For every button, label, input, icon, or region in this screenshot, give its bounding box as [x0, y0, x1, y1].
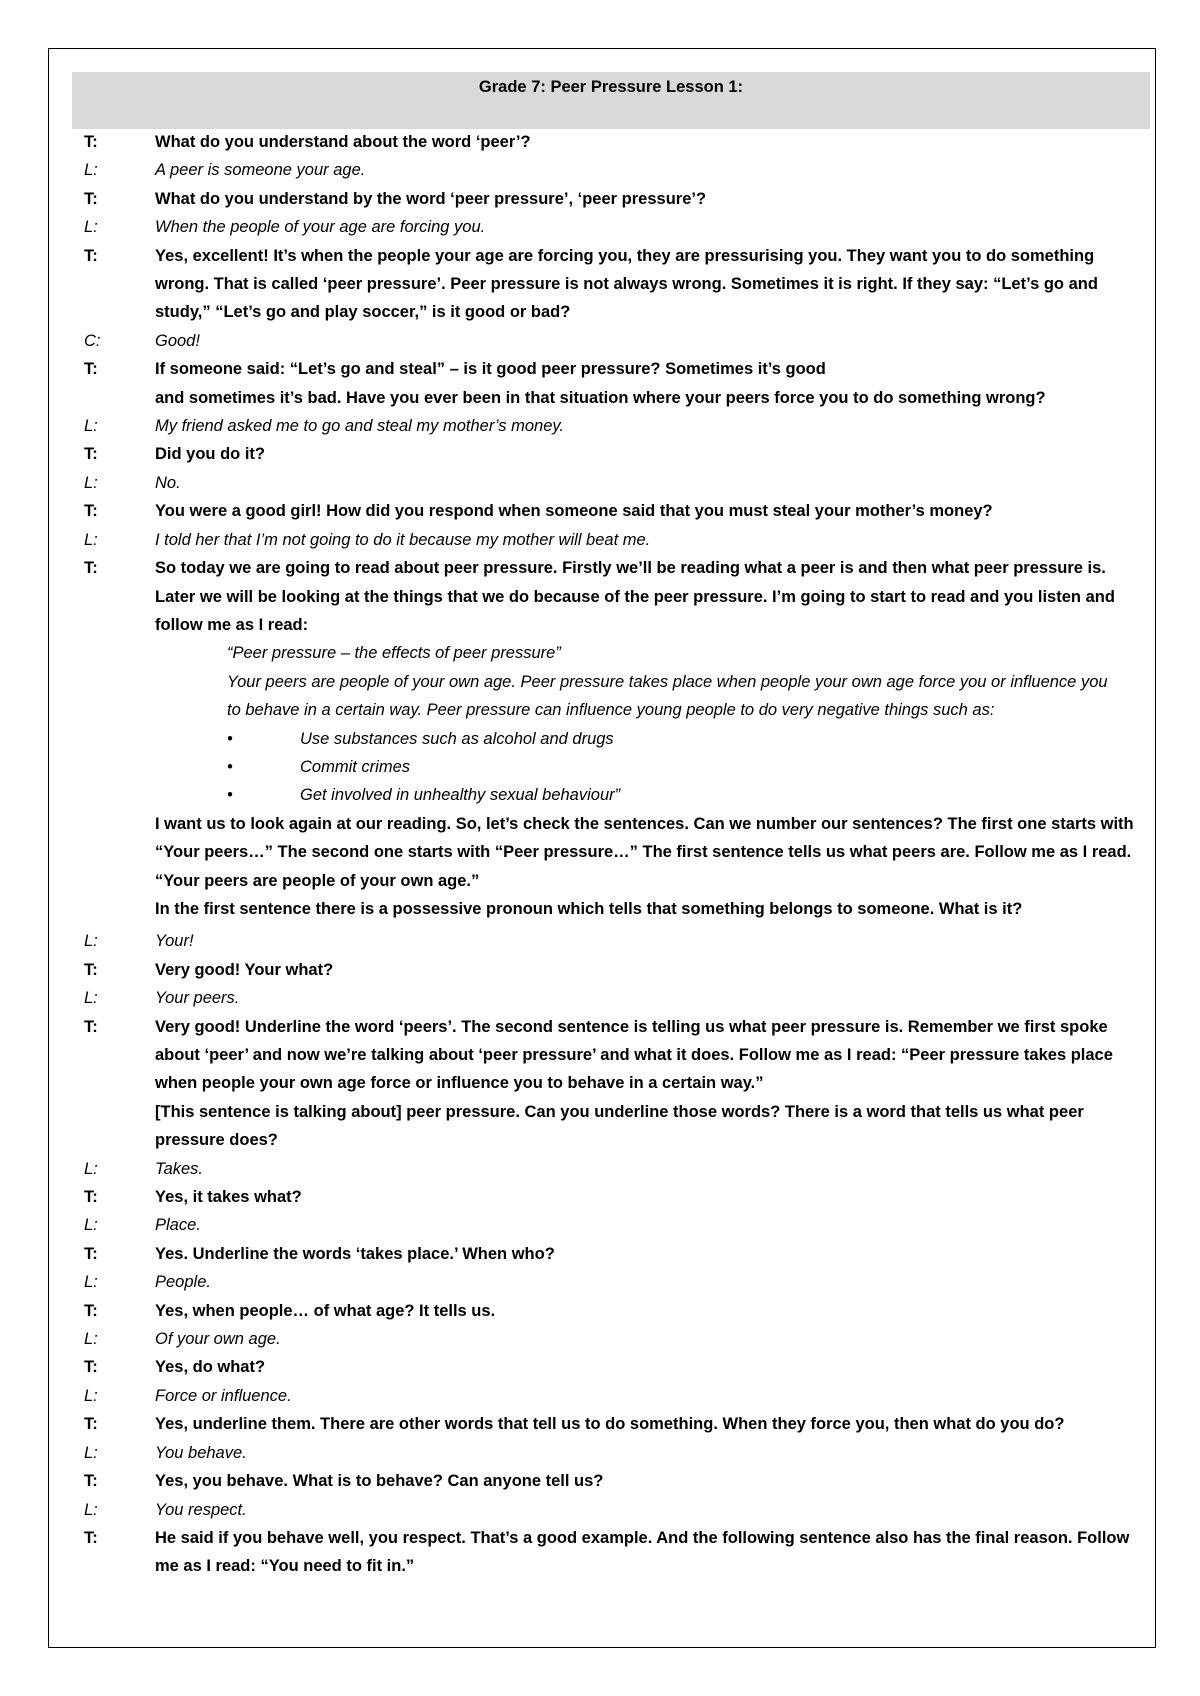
utterance-text	[155, 927, 1150, 955]
dialogue-line	[84, 1155, 1150, 1183]
utterance-text	[155, 412, 1150, 440]
utterance-line: Yes, it takes what?	[155, 1188, 302, 1207]
teacher-continuation: I want us to look again at our reading. So, let’s check the sentences. Can we number our sentences? The first one starts with “Your peers…” The second one starts with “Peer pressure…” The first sentence tells us what peers are. Follow me as I read. “Your peers are people of your own age.”	[155, 814, 1134, 890]
speaker-label: T:	[84, 189, 98, 208]
dialogue-line	[84, 497, 1150, 525]
utterance-text	[155, 185, 1150, 213]
speaker-label: T:	[84, 1358, 98, 1377]
reading-bullet	[84, 753, 1150, 781]
dialogue-line	[84, 1439, 1150, 1467]
speaker-label: T:	[84, 1188, 98, 1207]
dialogue-line	[84, 927, 1150, 955]
speaker-label: L:	[84, 417, 98, 436]
utterance-text	[155, 327, 1150, 355]
dialogue-line	[84, 156, 1150, 184]
speaker-label: T:	[84, 246, 98, 265]
utterance-text	[155, 1268, 1150, 1296]
utterance-text	[155, 956, 1150, 984]
dialogue-block-1	[84, 128, 1150, 639]
utterance-text	[155, 1211, 1150, 1239]
utterance-text	[155, 1013, 1150, 1155]
speaker-label: L:	[84, 530, 98, 549]
utterance-text	[155, 1183, 1150, 1211]
utterance-line: Of your own age.	[155, 1330, 281, 1349]
utterance-text	[155, 156, 1150, 184]
speaker-label: L:	[84, 473, 98, 492]
dialogue-line	[84, 1353, 1150, 1381]
dialogue-line	[84, 213, 1150, 241]
dialogue-block-2	[84, 927, 1150, 1580]
dialogue-line	[84, 956, 1150, 984]
utterance-line: You were a good girl! How did you respond when someone said that you must steal your mother’s money?	[155, 502, 993, 521]
speaker-label: L:	[84, 1330, 98, 1349]
speaker-label: L:	[84, 1273, 98, 1292]
utterance-text	[155, 497, 1150, 525]
dialogue-line	[84, 1524, 1150, 1581]
speaker-label: L:	[84, 1500, 98, 1519]
utterance-text	[155, 1439, 1150, 1467]
dialogue-line	[84, 128, 1150, 156]
utterance-line: Yes. Underline the words ‘takes place.’ When who?	[155, 1244, 555, 1263]
utterance-line: Yes, you behave. What is to behave? Can anyone tell us?	[155, 1472, 604, 1491]
utterance-line: Takes.	[155, 1159, 204, 1178]
dialogue-line	[84, 327, 1150, 355]
utterance-line: Very good! Your what?	[155, 960, 334, 979]
utterance-line: Yes, when people… of what age? It tells us.	[155, 1301, 496, 1320]
utterance-line: You respect.	[155, 1500, 247, 1519]
utterance-text	[155, 213, 1150, 241]
utterance-line: Place.	[155, 1216, 201, 1235]
utterance-line: When the people of your age are forcing you.	[155, 218, 486, 237]
reading-heading: “Peer pressure – the effects of peer pressure”	[227, 644, 561, 663]
utterance-line: Your!	[155, 932, 194, 951]
utterance-text	[155, 1382, 1150, 1410]
utterance-text	[155, 1240, 1150, 1268]
utterance-text	[155, 1524, 1150, 1581]
utterance-text	[155, 1325, 1150, 1353]
utterance-text	[155, 1155, 1150, 1183]
speaker-label: L:	[84, 1159, 98, 1178]
dialogue-line	[84, 1183, 1150, 1211]
speaker-label: T:	[84, 1472, 98, 1491]
utterance-text	[155, 1353, 1150, 1381]
bullet-text: Get involved in unhealthy sexual behaviour”	[300, 786, 621, 805]
dialogue-line	[84, 1240, 1150, 1268]
dialogue-line	[84, 1268, 1150, 1296]
dialogue-line	[84, 1013, 1150, 1155]
utterance-text	[155, 242, 1150, 327]
utterance-text	[155, 984, 1150, 1012]
dialogue-line	[84, 1382, 1150, 1410]
dialogue-line	[84, 1211, 1150, 1239]
bullet-icon: •	[227, 757, 233, 776]
speaker-label: T:	[84, 559, 98, 578]
utterance-line: and sometimes it’s bad. Have you ever been in that situation where your peers force you to do something wrong?	[155, 388, 1046, 407]
utterance-line: I told her that I’m not going to do it because my mother will beat me.	[155, 530, 651, 549]
utterance-line: Your peers.	[155, 989, 240, 1008]
speaker-label: T:	[84, 1244, 98, 1263]
utterance-text	[155, 440, 1150, 468]
speaker-label: L:	[84, 218, 98, 237]
utterance-text	[155, 469, 1150, 497]
speaker-label: L:	[84, 1386, 98, 1405]
dialogue-line	[84, 1410, 1150, 1438]
utterance-line: Did you do it?	[155, 445, 265, 464]
utterance-line: A peer is someone your age.	[155, 161, 366, 180]
utterance-text	[155, 526, 1150, 554]
speaker-label: C:	[84, 331, 101, 350]
dialogue-line	[84, 984, 1150, 1012]
utterance-line: My friend asked me to go and steal my mother’s money.	[155, 417, 565, 436]
speaker-label: L:	[84, 1216, 98, 1235]
utterance-line: Force or influence.	[155, 1386, 292, 1405]
utterance-text	[155, 128, 1150, 156]
reading-bullet	[84, 781, 1150, 809]
utterance-line: He said if you behave well, you respect. That’s a good example. And the following sentence also has the final reason. Follow me as I read: “You need to fit in.”	[155, 1528, 1130, 1576]
reading-bullet	[84, 725, 1150, 753]
utterance-line: People.	[155, 1273, 211, 1292]
utterance-line: Very good! Underline the word ‘peers’. The second sentence is telling us what peer pressure is. Remember we first spoke about ‘peer’ and now we’re talking about ‘peer pressure’ and what it does. Follow me as I read: “Peer pressure takes place when people your own age force or influence you to behave in a certain way.”	[155, 1017, 1113, 1093]
dialogue-line	[84, 1325, 1150, 1353]
speaker-label: T:	[84, 1017, 98, 1036]
utterance-text	[155, 1467, 1150, 1495]
utterance-line: You behave.	[155, 1443, 247, 1462]
speaker-label: T:	[84, 445, 98, 464]
dialogue-line	[84, 526, 1150, 554]
utterance-text	[155, 1410, 1150, 1438]
utterance-line: What do you understand about the word ‘peer’?	[155, 133, 531, 151]
speaker-label: T:	[84, 502, 98, 521]
reading-paragraph: Your peers are people of your own age. Peer pressure takes place when people your own age force you or influence you to behave in a certain way. Peer pressure can influence young people to do very negative things such as:	[227, 672, 1108, 720]
dialogue-line	[84, 355, 1150, 412]
dialogue-line	[84, 242, 1150, 327]
speaker-label: L:	[84, 989, 98, 1008]
utterance-line: What do you understand by the word ‘peer pressure’, ‘peer pressure’?	[155, 189, 707, 208]
dialogue-line	[84, 1467, 1150, 1495]
speaker-label: T:	[84, 360, 98, 379]
dialogue-line	[84, 469, 1150, 497]
transcript	[84, 128, 1150, 1581]
dialogue-line	[84, 412, 1150, 440]
dialogue-line	[84, 554, 1150, 639]
utterance-line: Yes, excellent! It’s when the people your age are forcing you, they are pressurising you. They want you to do something wrong. That is called ‘peer pressure’. Peer pressure is not always wrong. Sometimes it is right. If they say: “Let’s go and study,” “Let’s go and play soccer,” is it good or bad?	[155, 246, 1098, 322]
utterance-line: Yes, do what?	[155, 1358, 266, 1377]
utterance-line: So today we are going to read about peer pressure. Firstly we’ll be reading what a peer is and then what peer pressure is. Later we will be looking at the things that we do because of the peer pressure. I’m going to start to read and you listen and follow me as I read:	[155, 559, 1115, 634]
speaker-label: T:	[84, 1528, 98, 1547]
utterance-line: Good!	[155, 331, 200, 350]
speaker-label: L:	[84, 161, 98, 180]
bullet-text: Use substances such as alcohol and drugs	[300, 729, 614, 748]
teacher-continuation: In the first sentence there is a possessive pronoun which tells that something belongs to someone. What is it?	[155, 899, 1023, 918]
dialogue-line	[84, 185, 1150, 213]
bullet-icon: •	[227, 786, 233, 805]
speaker-label: T:	[84, 133, 98, 151]
dialogue-line	[84, 440, 1150, 468]
speaker-label: T:	[84, 1301, 98, 1320]
speaker-label: T:	[84, 960, 98, 979]
lesson-title: Grade 7: Peer Pressure Lesson 1:	[72, 72, 1150, 129]
speaker-label: L:	[84, 1443, 98, 1462]
utterance-line: [This sentence is talking about] peer pressure. Can you underline those words? There is a word that tells us what peer pressure does?	[155, 1102, 1084, 1150]
utterance-text	[155, 554, 1150, 639]
utterance-text	[155, 355, 1150, 412]
utterance-text	[155, 1297, 1150, 1325]
utterance-line: No.	[155, 473, 181, 492]
bullet-text: Commit crimes	[300, 757, 410, 776]
dialogue-line	[84, 1496, 1150, 1524]
speaker-label: T:	[84, 1415, 98, 1434]
dialogue-line	[84, 1297, 1150, 1325]
utterance-line: If someone said: “Let’s go and steal” – is it good peer pressure? Sometimes it’s good	[155, 360, 826, 379]
utterance-line: Yes, underline them. There are other words that tell us to do something. When they force you, then what do you do?	[155, 1415, 1065, 1434]
utterance-text	[155, 1496, 1150, 1524]
speaker-label: L:	[84, 932, 98, 951]
bullet-icon: •	[227, 729, 233, 748]
